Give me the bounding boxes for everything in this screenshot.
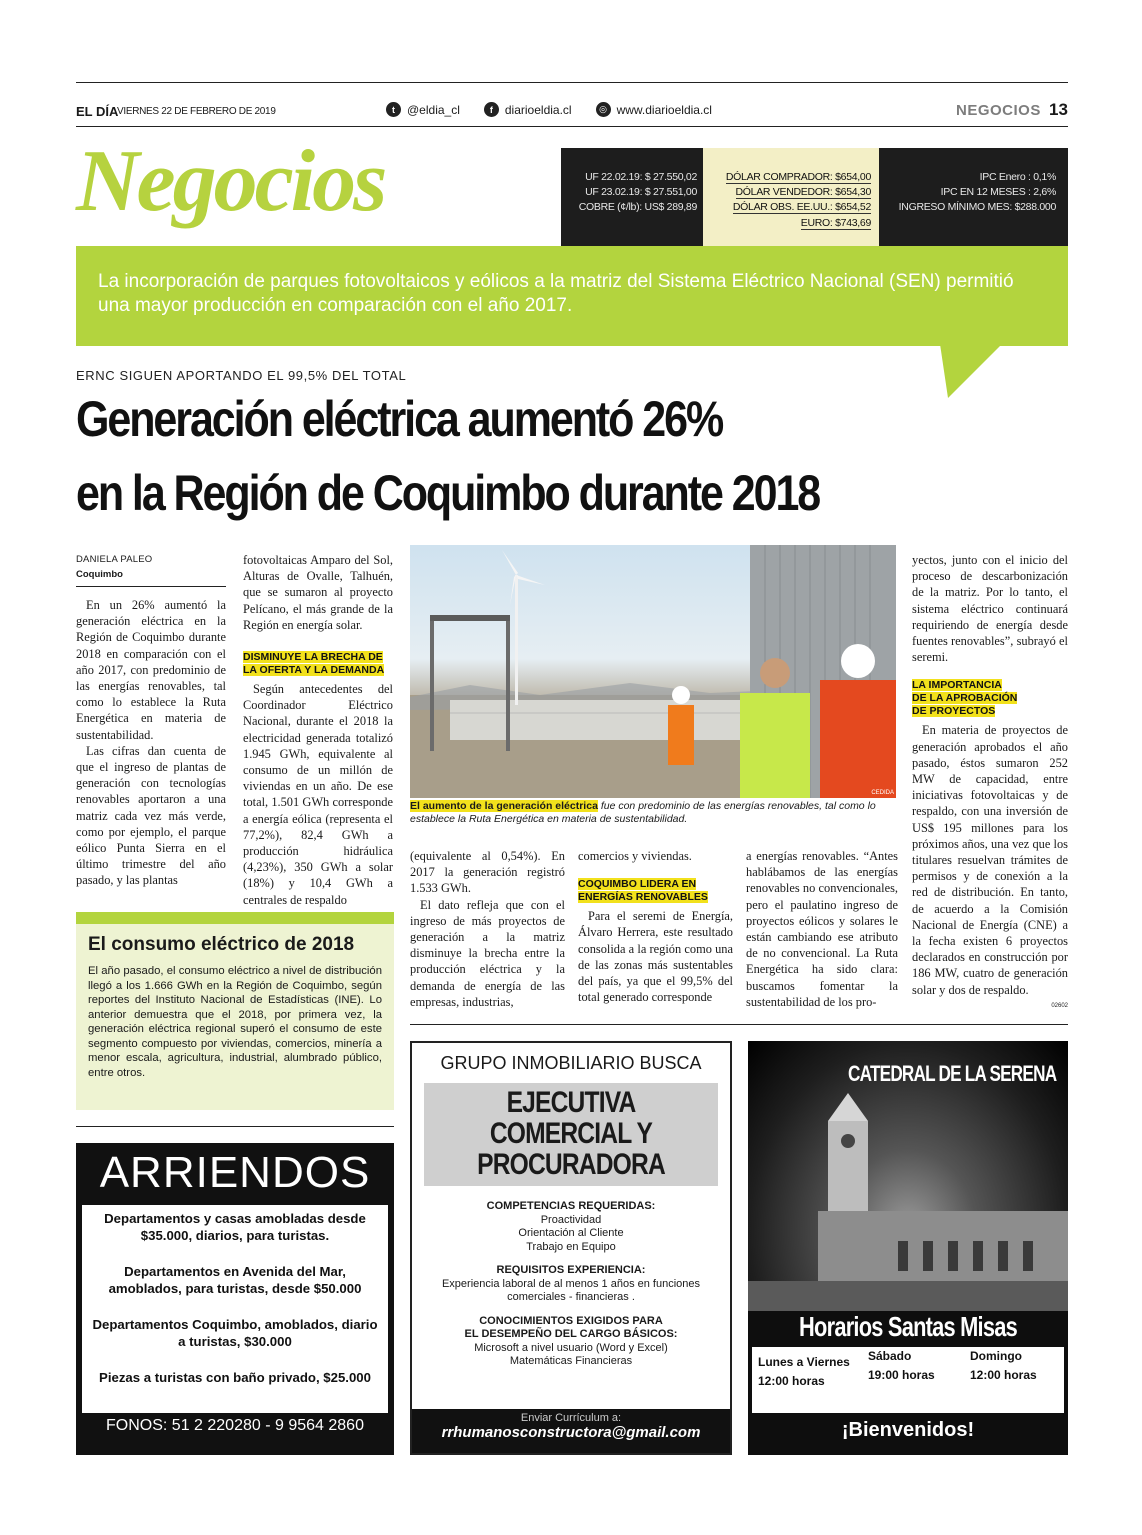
headline-line-2: en la Región de Coquimbo durante 2018 [76, 465, 820, 521]
empleo-send-label: Enviar Currículum a: [520, 1412, 622, 1424]
schedule-day: Lunes a Viernes [758, 1355, 850, 1369]
empleo-contact [412, 1409, 730, 1453]
twitter-handle[interactable]: @eldia_cl [407, 102, 460, 117]
indicator-dolar-obs: DÓLAR OBS. EE.UU.: $654,52 [732, 201, 871, 214]
schedule-sunday [970, 1347, 1037, 1385]
empleo-email[interactable]: rrhumanosconstructora@gmail.com [441, 1424, 701, 1441]
indicator-ingreso-minimo: INGRESO MÍNIMO MES: $288.000 [898, 201, 1056, 214]
banner-speech-tail [940, 344, 1010, 400]
paragraph: (equivalente al 0,54%). En 2017 la generación registró 1.533 GWh. [410, 849, 565, 896]
indicator-uf-1: UF 22.02.19: $ 27.550,02 [585, 171, 697, 183]
facebook-handle[interactable]: diarioeldia.cl [504, 102, 572, 117]
paragraph: El dato refleja que con el ingreso de más proyectos de generación a la matriz disminuye la brecha entre la producción eléctrica y la demanda de energía de las empresas, industrias, [410, 897, 565, 1009]
article-column-4 [578, 848, 733, 1005]
empleo-con-title: EL DESEMPEÑO DEL CARGO BÁSICOS: [464, 1328, 678, 1340]
indicator-dolar-comprador: DÓLAR COMPRADOR: $654,00 [725, 171, 871, 183]
catedral-title: CATEDRAL DE LA SERENA [848, 1061, 1057, 1086]
article-column-1 [76, 554, 226, 889]
ads-rule-left [76, 1126, 394, 1127]
paragraph: Las cifras dan cuenta de que el ingreso de plantas de generación con tecnologías renovables aportaron a una matriz cada vez más verde, como por ejemplo, el parque eólico Punta Sierra en el último trimestre del año pasado, y las plantas [76, 743, 226, 888]
headline-line-1: Generación eléctrica aumentó 26% [76, 391, 723, 447]
empleo-comp-item: Proactividad [540, 1213, 602, 1226]
paragraph: En un 26% aumentó la generación eléctrica en la Región de Coquimbo durante 2018 en comparación con el año 2017, con predominio de las energías renovables, tal como lo establece la Ruta Energética en materia de sustentabilidad. [76, 598, 226, 742]
box-title: El consumo eléctrico de 2018 [88, 934, 355, 955]
paragraph: comercios y viviendas. [578, 849, 692, 863]
subheading-line: DE LA APROBACIÓN [912, 692, 1018, 705]
arriendos-list [82, 1205, 388, 1413]
wind-farm-illustration [410, 545, 896, 798]
website-link[interactable]: www.diarioeldia.cl [616, 102, 712, 117]
section-label: NEGOCIOS [956, 102, 1041, 119]
empleo-title-block [424, 1083, 718, 1186]
article-end-mark: 02602 [1051, 1002, 1068, 1009]
subheading-brecha [243, 651, 393, 677]
issue-date: VIERNES 22 DE FEBRERO DE 2019 [117, 106, 276, 117]
globe-icon: ◎ [596, 102, 611, 117]
empleo-comp-item: Orientación al Cliente [518, 1227, 624, 1239]
social-bar [386, 102, 712, 117]
author-name: DANIELA PALEO [76, 554, 153, 565]
indicator-euro: EURO: $743,69 [800, 216, 871, 229]
photo-caption [410, 800, 896, 826]
page-number: 13 [1049, 100, 1068, 119]
catedral-subtitle: Horarios Santas Misas [799, 1311, 1017, 1342]
schedule-day: Domingo [970, 1349, 1022, 1363]
brand-name: EL DÍA [76, 104, 119, 119]
paragraph: yectos, junto con el inicio del proceso de descarbonización de la matriz. Por lo tanto, el sistema eléctrico continuará requiriendo de energía desde fuentes renovables”, subrayó el seremi. [912, 553, 1068, 665]
empleo-comp-title: COMPETENCIAS REQUERIDAS: [486, 1200, 656, 1212]
schedule-day: Sábado [868, 1349, 912, 1363]
article-column-6 [912, 552, 1068, 1014]
indicators-ipc [879, 148, 1068, 246]
photo-credit: CEDIDA [871, 790, 894, 796]
indicators-uf-cobre [561, 148, 703, 246]
facebook-icon: f [484, 102, 499, 117]
paragraph: fotovoltaicas Amparo del Sol, Alturas de Ovalle, Talhuén, que se sumaron al proyecto Pelícano, el más grande de la Región en energía solar. [243, 553, 393, 632]
arriendos-item: Piezas a turistas con baño privado, $25.000 [99, 1370, 371, 1385]
paragraph: Según antecedentes del Coordinador Eléctrico Nacional, durante el 2018 la electricidad generada totalizó 1.945 GWh, equivalente al consumo de un millón de viviendas en un año. De ese total, 1.501 GWh corresponde a energía eólica (representa el 77,2%), 82,4 GWh a producción hidráulica (4,23%), 350 GWh a solar (18%) y 10,4 GWh a centrales de respaldo [243, 682, 393, 907]
indicators-dolar [703, 148, 879, 246]
ad-arriendos [76, 1143, 394, 1455]
schedule-time: 19:00 horas [868, 1368, 935, 1382]
author-location: Coquimbo [76, 569, 123, 580]
article-bottom-rule [410, 1024, 1068, 1025]
article-column-2 [243, 552, 393, 908]
empleo-title-line: EJECUTIVA [506, 1086, 636, 1119]
empleo-title-line: PROCURADORA [477, 1148, 665, 1181]
indicator-dolar-vendedor: DÓLAR VENDEDOR: $654,30 [735, 186, 871, 199]
article-photo [410, 545, 896, 798]
catedral-schedule [752, 1347, 1064, 1413]
subheading-line: LA IMPORTANCIA [912, 679, 1002, 692]
indicator-uf-2: UF 23.02.19: $ 27.551,00 [585, 186, 697, 199]
empleo-comp-item: Trabajo en Equipo [526, 1240, 616, 1253]
subheading-line: COQUIMBO LIDERA EN [578, 878, 697, 891]
arriendos-item: Departamentos Coquimbo, amoblados, diario a turistas, $30.000 [92, 1317, 378, 1349]
paragraph: a energías renovables. “Antes hablábamos de las energías renovables no convencionales, pero el paulatino ingreso de proyectos eólicos y solares le están cambiando ese atributo de no convencional. La Ruta Energética ha sido clara: buscamos fomentar la sustentabilidad de los pro- [746, 849, 898, 1009]
arriendos-phones[interactable]: FONOS: 51 2 220280 - 9 9564 2860 [106, 1417, 364, 1434]
indicator-ipc-12: IPC EN 12 MESES : 2,6% [940, 186, 1056, 199]
schedule-weekdays [758, 1353, 850, 1391]
byline-rule [76, 586, 226, 587]
arriendos-item: Departamentos y casas amobladas desde $35.000, diarios, para turistas. [104, 1211, 366, 1243]
catedral-photo [748, 1041, 1068, 1311]
section-masthead: Negocios [76, 133, 385, 230]
subheading-importancia [912, 679, 1068, 718]
subheading-line: DE PROYECTOS [912, 705, 996, 718]
empleo-req-item: comerciales - financieras . [507, 1291, 635, 1303]
empleo-req-title: REQUISITOS EXPERIENCIA: [496, 1264, 646, 1276]
box-body: El año pasado, el consumo eléctrico a nivel de distribución llegó a los 1.666 GWh en la Región de Coquimbo, según reportes del Instituto Nacional de Estadísticas (INE). Lo anterior demuestra que el 2018, por primera vez, la generación eléctrica regional superó el consumo de este segmento compuesto por viviendas, comercios, minería a menor escala, agricultura, industrial, alumbrado público, entre otros. [88, 965, 382, 1079]
empleo-req-item: Experiencia laboral de al menos 1 años en funciones [441, 1277, 701, 1290]
consumo-box [76, 912, 394, 1110]
empleo-title-line: COMERCIAL Y [489, 1117, 653, 1150]
empleo-con-title: CONOCIMIENTOS EXIGIDOS PARA [479, 1314, 663, 1327]
ad-empleo [410, 1041, 732, 1455]
article-kicker: ERNC SIGUEN APORTANDO EL 99,5% DEL TOTAL [76, 368, 407, 383]
paragraph: Para el seremi de Energía, Álvaro Herrera, este resultado consolida a la región como una de las zonas más sustentables del país, ya que el 99,5% del total generado corresponde [578, 909, 733, 1005]
arriendos-item: Departamentos en Avenida del Mar, amoblados, para turistas, desde $50.000 [108, 1264, 362, 1296]
schedule-time: 12:00 horas [970, 1368, 1037, 1382]
indicator-cobre: COBRE (¢/lb): US$ 289,89 [578, 201, 697, 214]
indicator-ipc-enero: IPC Enero : 0,1% [979, 171, 1056, 183]
caption-lead: El aumento de la generación eléctrica [410, 800, 598, 812]
subheading-line: LA OFERTA Y LA DEMANDA [243, 664, 385, 677]
header-top-rule [76, 82, 1068, 83]
article-column-5 [746, 848, 898, 1010]
header-bottom-rule [76, 126, 1068, 127]
subheading-line: ENERGÍAS RENOVABLES [578, 891, 708, 904]
arriendos-title: ARRIENDOS [99, 1148, 371, 1197]
ad-catedral [748, 1041, 1068, 1455]
subheading-line: DISMINUYE LA BRECHA DE [243, 651, 383, 664]
empleo-top: GRUPO INMOBILIARIO BUSCA [440, 1053, 702, 1073]
caption-text: fue con predominio de las energías renovables, tal como lo establece la Ruta Energética en materia de sustentabilidad. [410, 800, 876, 825]
twitter-icon: t [386, 102, 401, 117]
summary-banner: La incorporación de parques fotovoltaicos y eólicos a la matriz del Sistema Eléctrico Nacional (SEN) permitió una mayor producción en comparación con el año 2017. [76, 246, 1068, 346]
schedule-time: 12:00 horas [758, 1374, 825, 1388]
article-column-3 [410, 848, 565, 1010]
subheading-coquimbo [578, 878, 733, 904]
catedral-welcome: ¡Bienvenidos! [841, 1419, 975, 1441]
empleo-con-item: Microsoft a nivel usuario (Word y Excel) [474, 1341, 668, 1354]
schedule-saturday [868, 1347, 935, 1385]
paragraph: En materia de proyectos de generación aprobados el año pasado, éstos sumaron 252 MW de capacidad, entre iniciativas fotovoltaicas y de respaldo, con una inversión de US$ 195 millones para los próximos años, una vez que los titulares resuelvan trámites de permisos y de conexión a la red de distribución. En tanto, de acuerdo a la Comisión Nacional de Energía (CNE) a la fecha existen 6 proyectos declarados en construcción por 186 MW, cuatro de generación solar y dos de respaldo. [912, 723, 1068, 997]
empleo-con-item: Matemáticas Financieras [509, 1355, 633, 1367]
